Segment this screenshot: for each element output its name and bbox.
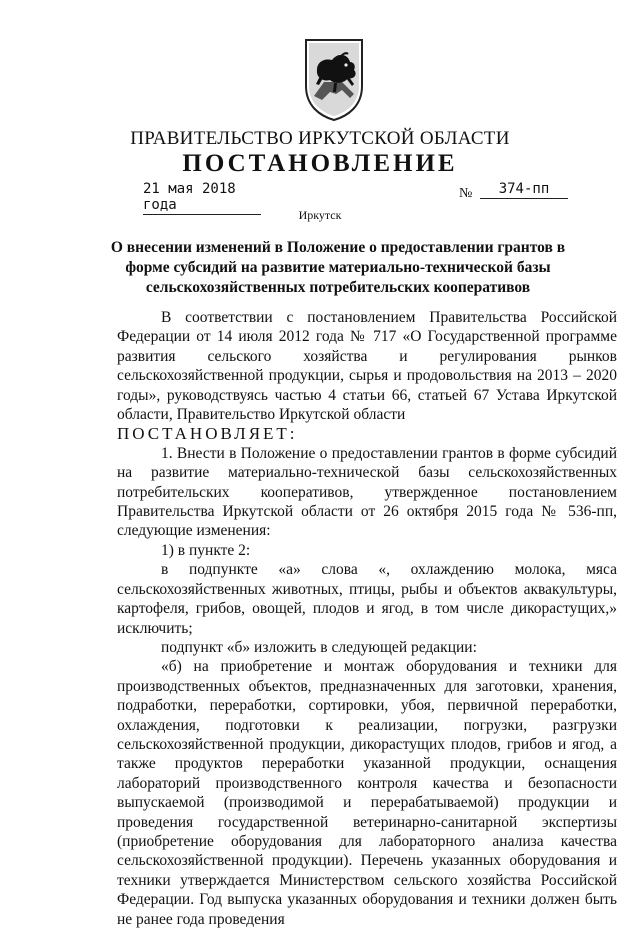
resolves-heading: ПОСТАНОВЛЯЕТ: — [117, 424, 298, 444]
number-sign: № — [459, 186, 473, 201]
document-type: ПОСТАНОВЛЕНИЕ — [182, 150, 458, 177]
document-body — [117, 308, 617, 929]
item-1-1-paragraph: 1) в пункте 2: — [161, 541, 251, 559]
item-1-paragraph: 1. Внести в Положение о предоставлении грантов в форме субсидий на развитие материально-технической базы сельскохозяйственных потребительских кооперативов, утвержденное постановлением Правительства Иркутской области от 26 октября 2015 года № 536-пп, следующие изменения: — [117, 444, 617, 540]
irkutsk-coat-of-arms-icon — [302, 36, 366, 122]
document-date: 21 мая 2018 года — [143, 181, 261, 215]
government-name: ПРАВИТЕЛЬСТВО ИРКУТСКОЙ ОБЛАСТИ — [130, 128, 510, 149]
subparagraph-a: в подпункте «а» слова «, охлаждению молока, мяса сельскохозяйственных животных, птицы, рыбы и объектов аквакультуры, картофеля, грибов, овощей, плодов и ягод, в том числе дикорастущих,» исключить; — [117, 561, 617, 637]
subparagraph-b-text: «б) на приобретение и монтаж оборудования и техники для производственных объектов, предназначенных для заготовки, хранения, подработки, переработки, сортировки, убоя, первичной переработки, охлаждения, подготовки к реализации, погрузки, разгрузки сельскохозяйственной продукции, дикорастущих плодов, грибов и ягод, а также продуктов переработки указанной продукции, оснащения лабораторий производственного контроля качества и безопасности выпускаемой (производимой и перерабатываемой) продукции и проведения государственной ветеринарно-санитарной экспертизы (приобретение оборудования для лабораторного анализа качества сельскохозяйственной продукции). Перечень указанных оборудования и техники утверждается Министерством сельского хозяйства Российской Федерации. Год выпуска указанных оборудования и техники должен быть не ранее года проведения — [117, 658, 617, 928]
document-subject: О внесении изменений в Положение о предоставлении грантов в форме субсидий на развитие материально-технической базы сельскохозяйственных потребительских кооперативов — [110, 239, 566, 296]
issue-city: Иркутск — [298, 208, 342, 222]
document-number: 374-пп — [480, 181, 568, 199]
preamble-paragraph: В соответствии с постановлением Правительства Российской Федерации от 14 июля 2012 года № 717 «О Государственной программе развития сельского хозяйства и регулирования рынков сельскохозяйственной продукции, сырья и продовольствия на 2013 – 2020 годы», руководствуясь частью 4 статьи 66, статьей 67 Устава Иркутской области, Правительство Иркутской области — [117, 309, 617, 424]
subparagraph-b-intro: подпункт «б» изложить в следующей редакции: — [161, 638, 477, 656]
